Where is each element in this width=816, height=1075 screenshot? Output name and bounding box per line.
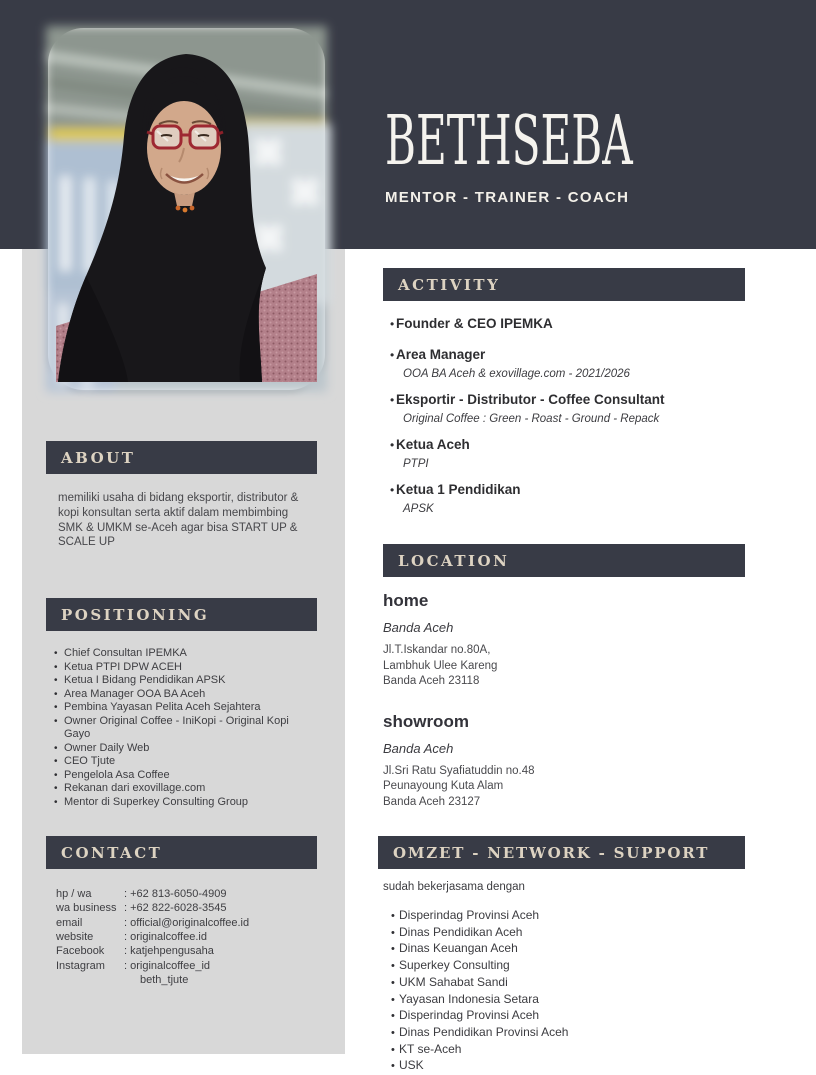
place-city: Banda Aceh [383,740,454,756]
address-line: Banda Aceh 23118 [383,675,480,687]
bullet-icon: • [390,393,395,407]
address-line: Jl.T.Iskandar no.80A, [383,644,491,656]
list-item [383,925,745,942]
network-item-text: USK [399,1058,424,1073]
contact-value: : official@originalcoffee.id [124,916,250,929]
activity-section-header [383,268,745,301]
bullet-icon: • [390,438,395,452]
list-item [383,1008,745,1025]
right-column [383,268,745,1075]
list-item [383,908,745,925]
list-item [383,343,745,381]
network-item-text: Dinas Keuangan Aceh [399,941,518,956]
name-block [385,102,805,206]
network-item-text: Disperindag Provinsi Aceh [399,1008,540,1023]
bullet-icon: • [54,783,58,795]
list-item [383,941,745,958]
location-home [383,591,745,690]
contact-row-website [56,930,317,944]
list-item [50,782,317,796]
bullet-icon: • [391,1026,395,1039]
bullet-icon: • [54,702,58,714]
place-name: home [383,591,429,610]
bullet-icon: • [391,943,395,956]
contact-heading: CONTACT [61,843,163,862]
network-intro: sudah bekerjasama dengan [383,881,525,893]
list-item [50,715,317,742]
positioning-item-text: Mentor di Superkey Consulting Group [64,795,249,808]
network-item-text: Dinas Pendidikan Aceh [399,924,523,939]
list-item [383,1058,745,1075]
activity-heading: ACTIVITY [398,275,501,294]
positioning-item-text: Chief Consultan IPEMKA [64,647,187,660]
list-item [383,1025,745,1042]
bullet-icon: • [54,796,58,808]
contact-value: : +62 822-6028-3545 [124,902,227,915]
network-item-text: Yayasan Indonesia Setara [399,991,539,1006]
activity-subtitle: APSK [403,503,434,515]
bullet-icon: • [391,926,395,939]
location-showroom [383,712,745,811]
list-item [50,661,317,675]
positioning-item-text: CEO Tjute [64,755,116,768]
contact-rows [46,887,317,987]
contact-row-email [56,916,317,930]
contact-label: email [56,916,83,929]
network-item-text: KT se-Aceh [399,1041,462,1056]
network-item-text: Dinas Pendidikan Provinsi Aceh [399,1024,569,1039]
positioning-item-text: Ketua I Bidang Pendidikan APSK [64,674,226,687]
bullet-icon: • [54,688,58,700]
bullet-icon: • [54,742,58,754]
contact-value: : katjehpengusaha [124,945,214,958]
bullet-icon: • [391,1010,395,1023]
place-city: Banda Aceh [383,620,454,635]
contact-label: website [56,931,94,944]
list-item [50,688,317,702]
list-item [383,975,745,992]
address-line: Lambhuk Ulee Kareng [383,659,498,672]
activity-title: Ketua 1 Pendidikan [396,482,521,497]
bullet-icon: • [54,661,58,673]
network-section-header [378,836,745,869]
portrait-photo [48,28,325,390]
bullet-icon: • [390,348,395,362]
location-heading: LOCATION [398,551,510,570]
list-item [383,388,745,426]
positioning-list [46,647,317,809]
bullet-icon: • [391,1043,395,1056]
list-item [50,742,317,756]
list-item [50,701,317,715]
activity-title: Founder & CEO IPEMKA [396,316,553,331]
list-item [50,769,317,783]
network-item-text: Superkey Consulting [399,958,510,973]
activity-subtitle: PTPI [403,458,429,470]
person-name: BETHSEBA [385,102,633,181]
list-item [383,1042,745,1059]
network-item-text: Disperindag Provinsi Aceh [399,908,540,922]
left-column [46,441,317,987]
list-item [50,674,317,688]
contact-label: Instagram [56,959,105,972]
contact-section-header [46,836,317,869]
positioning-item-text: Area Manager OOA BA Aceh [64,687,206,700]
positioning-item-text: Owner Daily Web [64,741,150,754]
contact-value-secondary: beth_tjute [140,973,189,986]
list-item [383,992,745,1009]
bullet-icon: • [54,648,58,660]
positioning-item-text: Pengelola Asa Coffee [64,768,170,781]
contact-row-facebook [56,944,317,958]
place-address [383,643,745,690]
place-address [383,764,745,811]
place-name: showroom [383,711,469,731]
activity-title: Ketua Aceh [396,437,470,452]
bullet-icon: • [54,756,58,768]
positioning-heading: POSITIONING [61,605,210,624]
contact-row-wa-business [56,901,317,915]
bullet-icon: • [391,960,395,973]
about-section-header [46,441,317,474]
list-item [383,312,745,336]
network-list [383,908,745,1075]
contact-row-instagram [56,959,317,973]
list-item [50,796,317,810]
network-heading: OMZET - NETWORK - SUPPORT [393,843,710,862]
location-section-header [383,544,745,577]
list-item [50,647,317,661]
positioning-item-text: Rekanan dari exovillage.com [64,782,206,795]
activity-subtitle: OOA BA Aceh & exovillage.com - 2021/2026 [403,368,630,380]
bullet-icon: • [390,483,395,497]
contact-label: hp / wa [56,888,92,901]
positioning-item-text: Ketua PTPI DPW ACEH [64,660,182,673]
bullet-icon: • [390,317,395,331]
about-text: memiliki usaha di bidang eksportir, distributor & kopi konsultan serta aktif dalam membimbing SMK & UMKM se-Aceh agar bisa START UP & SCALE UP [58,492,299,549]
list-item [383,478,745,516]
address-line: Banda Aceh 23127 [383,795,481,808]
bullet-icon: • [391,1060,395,1073]
bullet-icon: • [391,976,395,989]
bullet-icon: • [54,675,58,687]
contact-label: wa business [56,902,117,915]
contact-label: Facebook [56,945,105,958]
positioning-item-text: Pembina Yayasan Pelita Aceh Sejahtera [64,701,261,714]
network-item-text: UKM Sahabat Sandi [399,974,508,989]
bullet-icon: • [391,993,395,1006]
person-tagline: MENTOR - TRAINER - COACH [385,189,630,206]
address-line: Jl.Sri Ratu Syafiatuddin no.48 [383,764,535,777]
bullet-icon: • [54,715,58,727]
list-item [383,958,745,975]
list-item [50,755,317,769]
activity-title: Eksportir - Distributor - Coffee Consultant [396,392,665,407]
about-heading: ABOUT [61,448,136,467]
contact-value: : originalcoffee_id [124,959,211,972]
bullet-icon: • [391,910,395,922]
contact-value: : +62 813-6050-4909 [124,888,227,901]
positioning-item-text: Owner Original Coffee - IniKopi - Original Kopi Gayo [64,714,289,741]
positioning-section-header [46,598,317,631]
list-item [383,433,745,471]
activity-subtitle: Original Coffee : Green - Roast - Ground - Repack [403,413,660,425]
contact-value: : originalcoffee.id [124,931,207,944]
activity-title: Area Manager [396,347,486,362]
address-line: Peunayoung Kuta Alam [383,780,504,792]
activity-list [383,312,745,516]
contact-row-phone [56,887,317,901]
portrait-illustration [56,36,317,382]
bullet-icon: • [54,769,58,781]
